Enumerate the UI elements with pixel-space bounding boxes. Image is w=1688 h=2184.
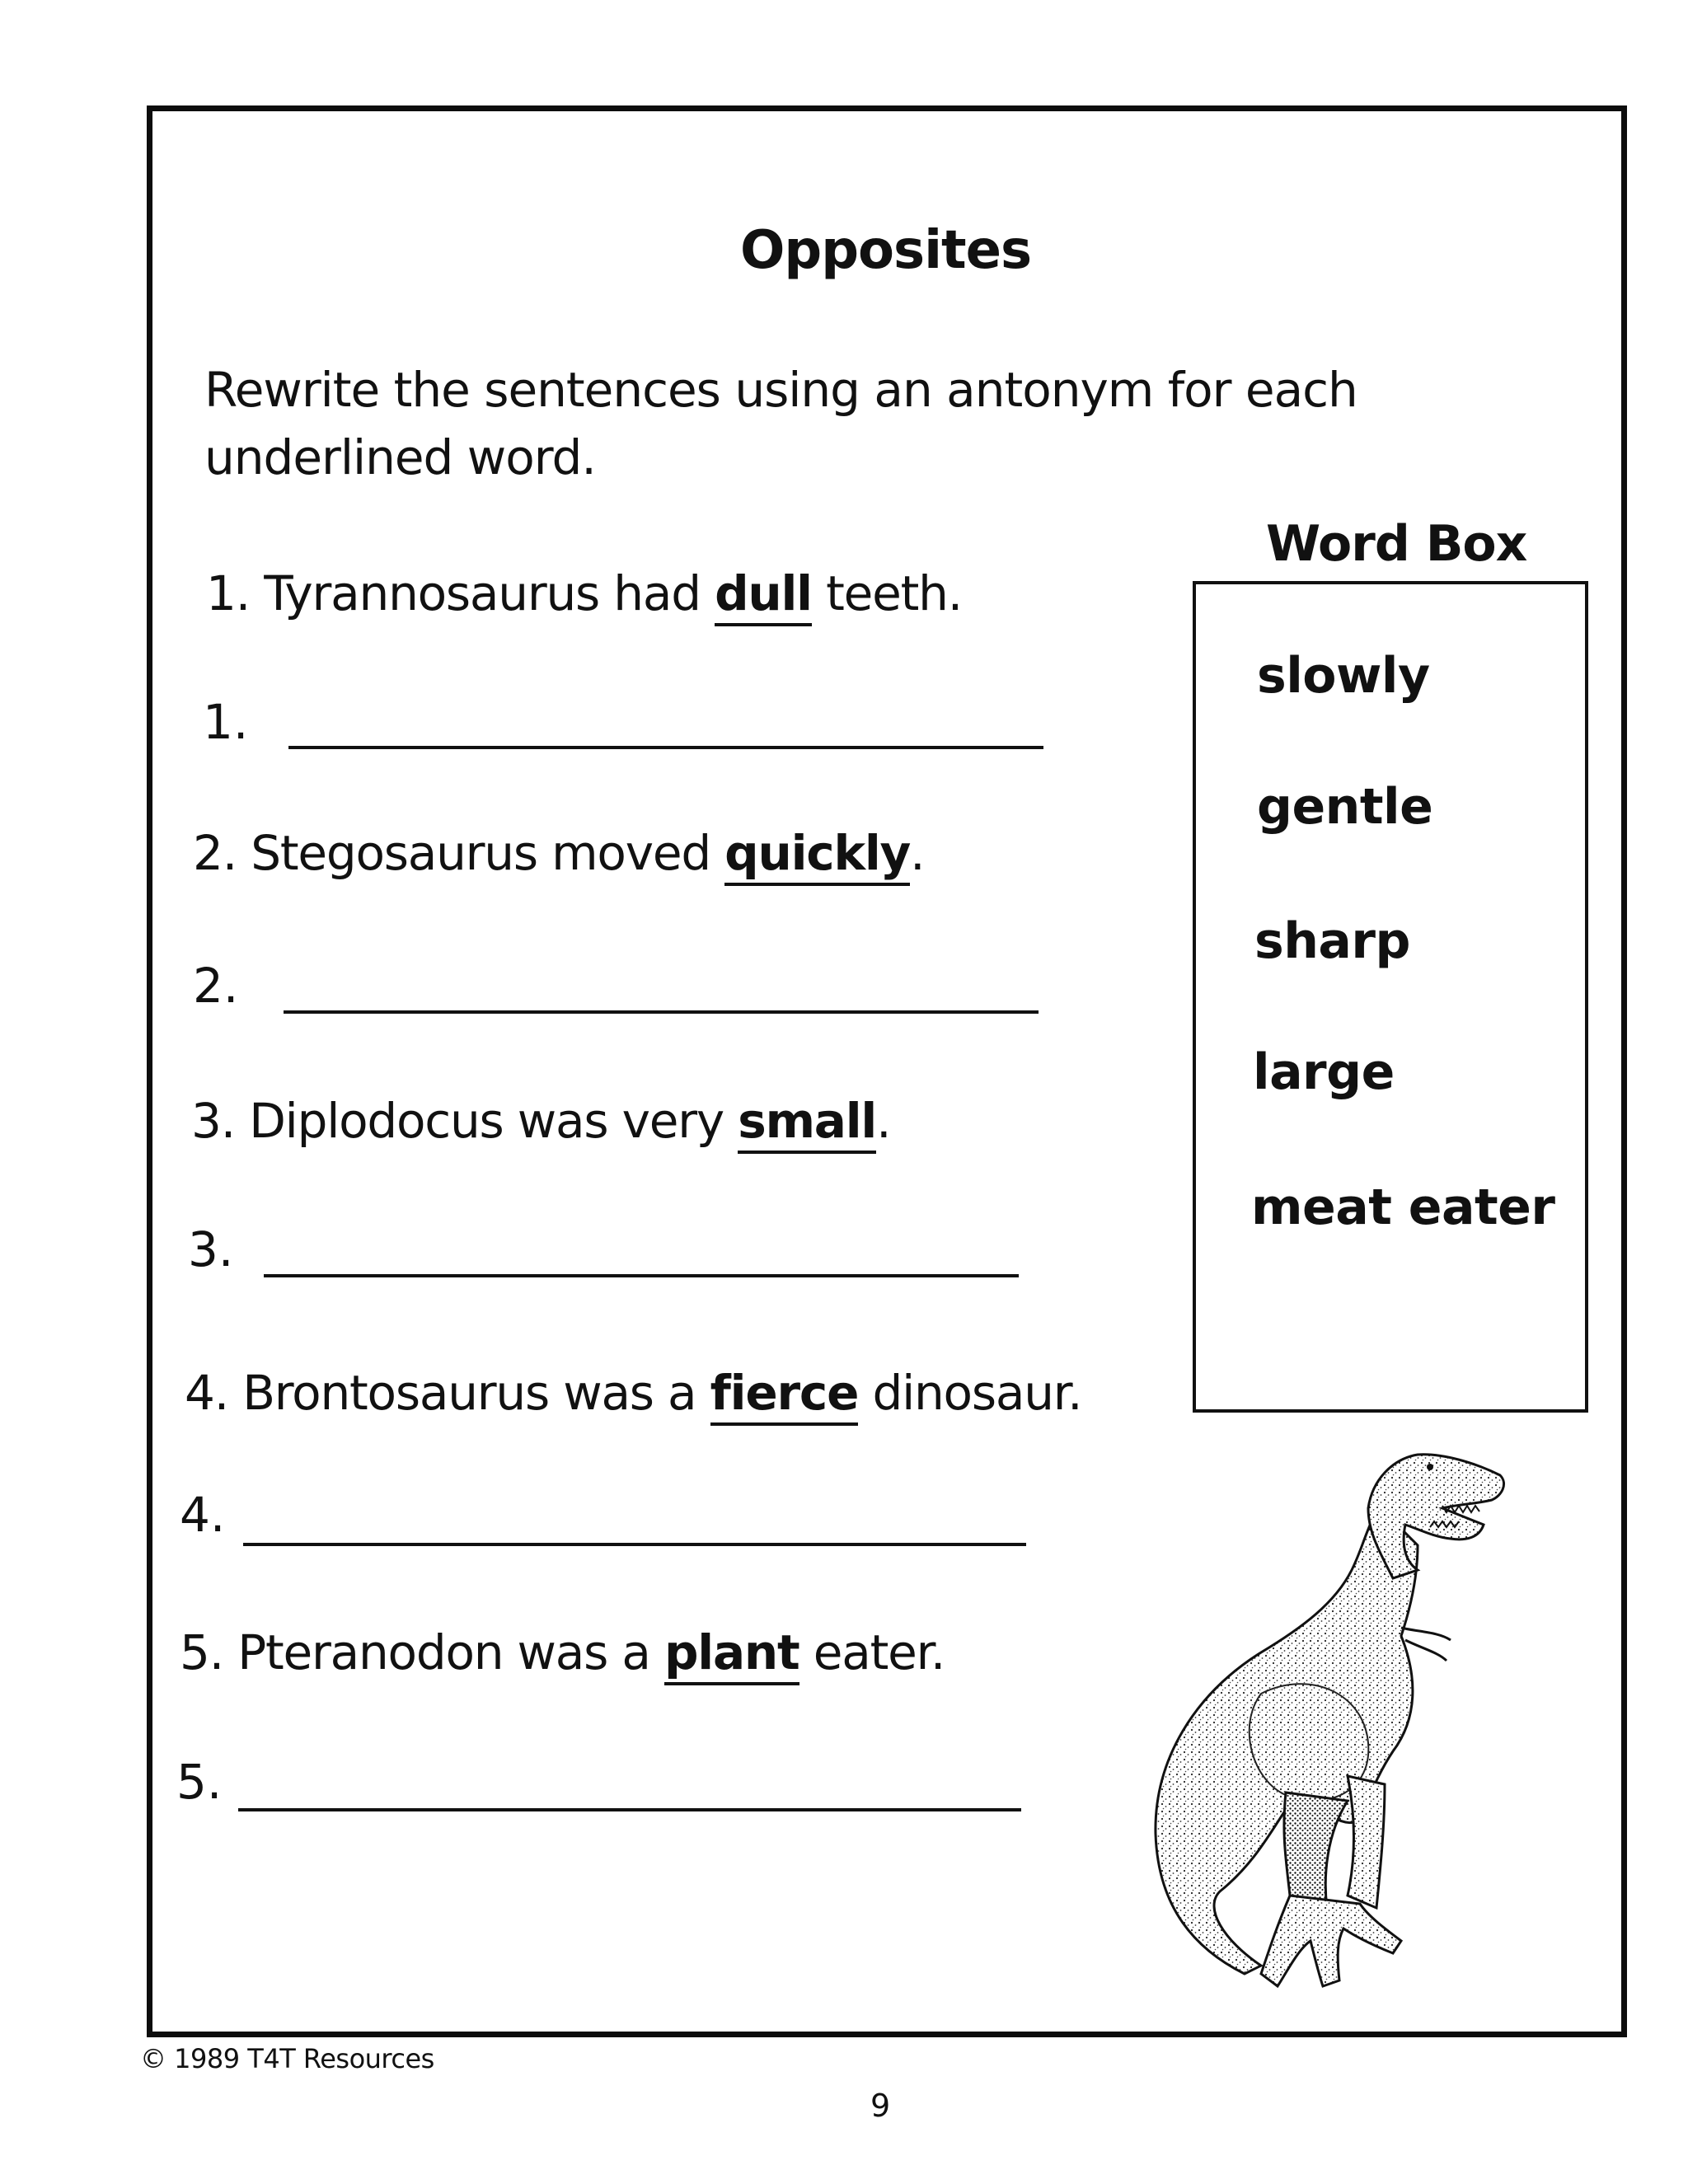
question-text: .	[910, 825, 925, 881]
question-4	[185, 1365, 1082, 1421]
answer-line-2[interactable]	[284, 1010, 1039, 1014]
answer-line-4[interactable]	[243, 1543, 1026, 1546]
question-text: dinosaur.	[858, 1365, 1082, 1421]
answer-label-2: 2.	[193, 958, 239, 1014]
answer-label-3: 3.	[188, 1221, 234, 1277]
question-text: Diplodocus was very	[249, 1093, 738, 1149]
word-box-word: sharp	[1254, 912, 1410, 970]
word-box-word: meat eater	[1251, 1179, 1555, 1236]
word-box	[1193, 581, 1588, 1413]
page-number: 9	[870, 2088, 891, 2124]
question-text: Pteranodon was a	[237, 1624, 664, 1680]
question-number: 5.	[180, 1624, 223, 1680]
answer-line-5[interactable]	[238, 1808, 1021, 1811]
page-title: Opposites	[740, 220, 1032, 281]
tyrannosaurus-illustration-icon	[1146, 1446, 1508, 2003]
instructions-line-1: Rewrite the sentences using an antonym for each	[204, 362, 1357, 418]
question-3	[191, 1093, 891, 1149]
answer-label-4: 4.	[180, 1487, 226, 1543]
underlined-keyword: fierce	[710, 1365, 859, 1426]
question-number: 1.	[206, 565, 250, 621]
question-number: 4.	[185, 1365, 228, 1421]
underlined-keyword: dull	[715, 565, 812, 626]
question-text: teeth.	[811, 565, 962, 621]
question-2	[193, 825, 925, 881]
answer-line-3[interactable]	[264, 1274, 1019, 1277]
question-text: Stegosaurus moved	[251, 825, 725, 881]
word-box-label: Word Box	[1266, 515, 1527, 573]
question-number: 2.	[193, 825, 237, 881]
underlined-keyword: plant	[664, 1624, 799, 1685]
instructions-line-2: underlined word.	[204, 429, 596, 485]
question-text: Tyrannosaurus had	[264, 565, 715, 621]
question-text: Brontosaurus was a	[242, 1365, 710, 1421]
word-box-word: slowly	[1257, 647, 1430, 705]
question-5	[180, 1624, 945, 1680]
word-box-word: large	[1253, 1043, 1395, 1101]
underlined-keyword: small	[738, 1093, 876, 1154]
question-number: 3.	[191, 1093, 235, 1149]
copyright-notice: © 1989 T4T Resources	[140, 2043, 434, 2074]
question-1	[206, 565, 962, 621]
question-text: .	[876, 1093, 891, 1149]
answer-label-1: 1.	[203, 694, 249, 750]
answer-line-1[interactable]	[288, 746, 1043, 749]
underlined-keyword: quickly	[724, 825, 910, 886]
word-box-word: gentle	[1257, 778, 1433, 836]
answer-label-5: 5.	[176, 1754, 223, 1810]
question-text: eater.	[799, 1624, 945, 1680]
